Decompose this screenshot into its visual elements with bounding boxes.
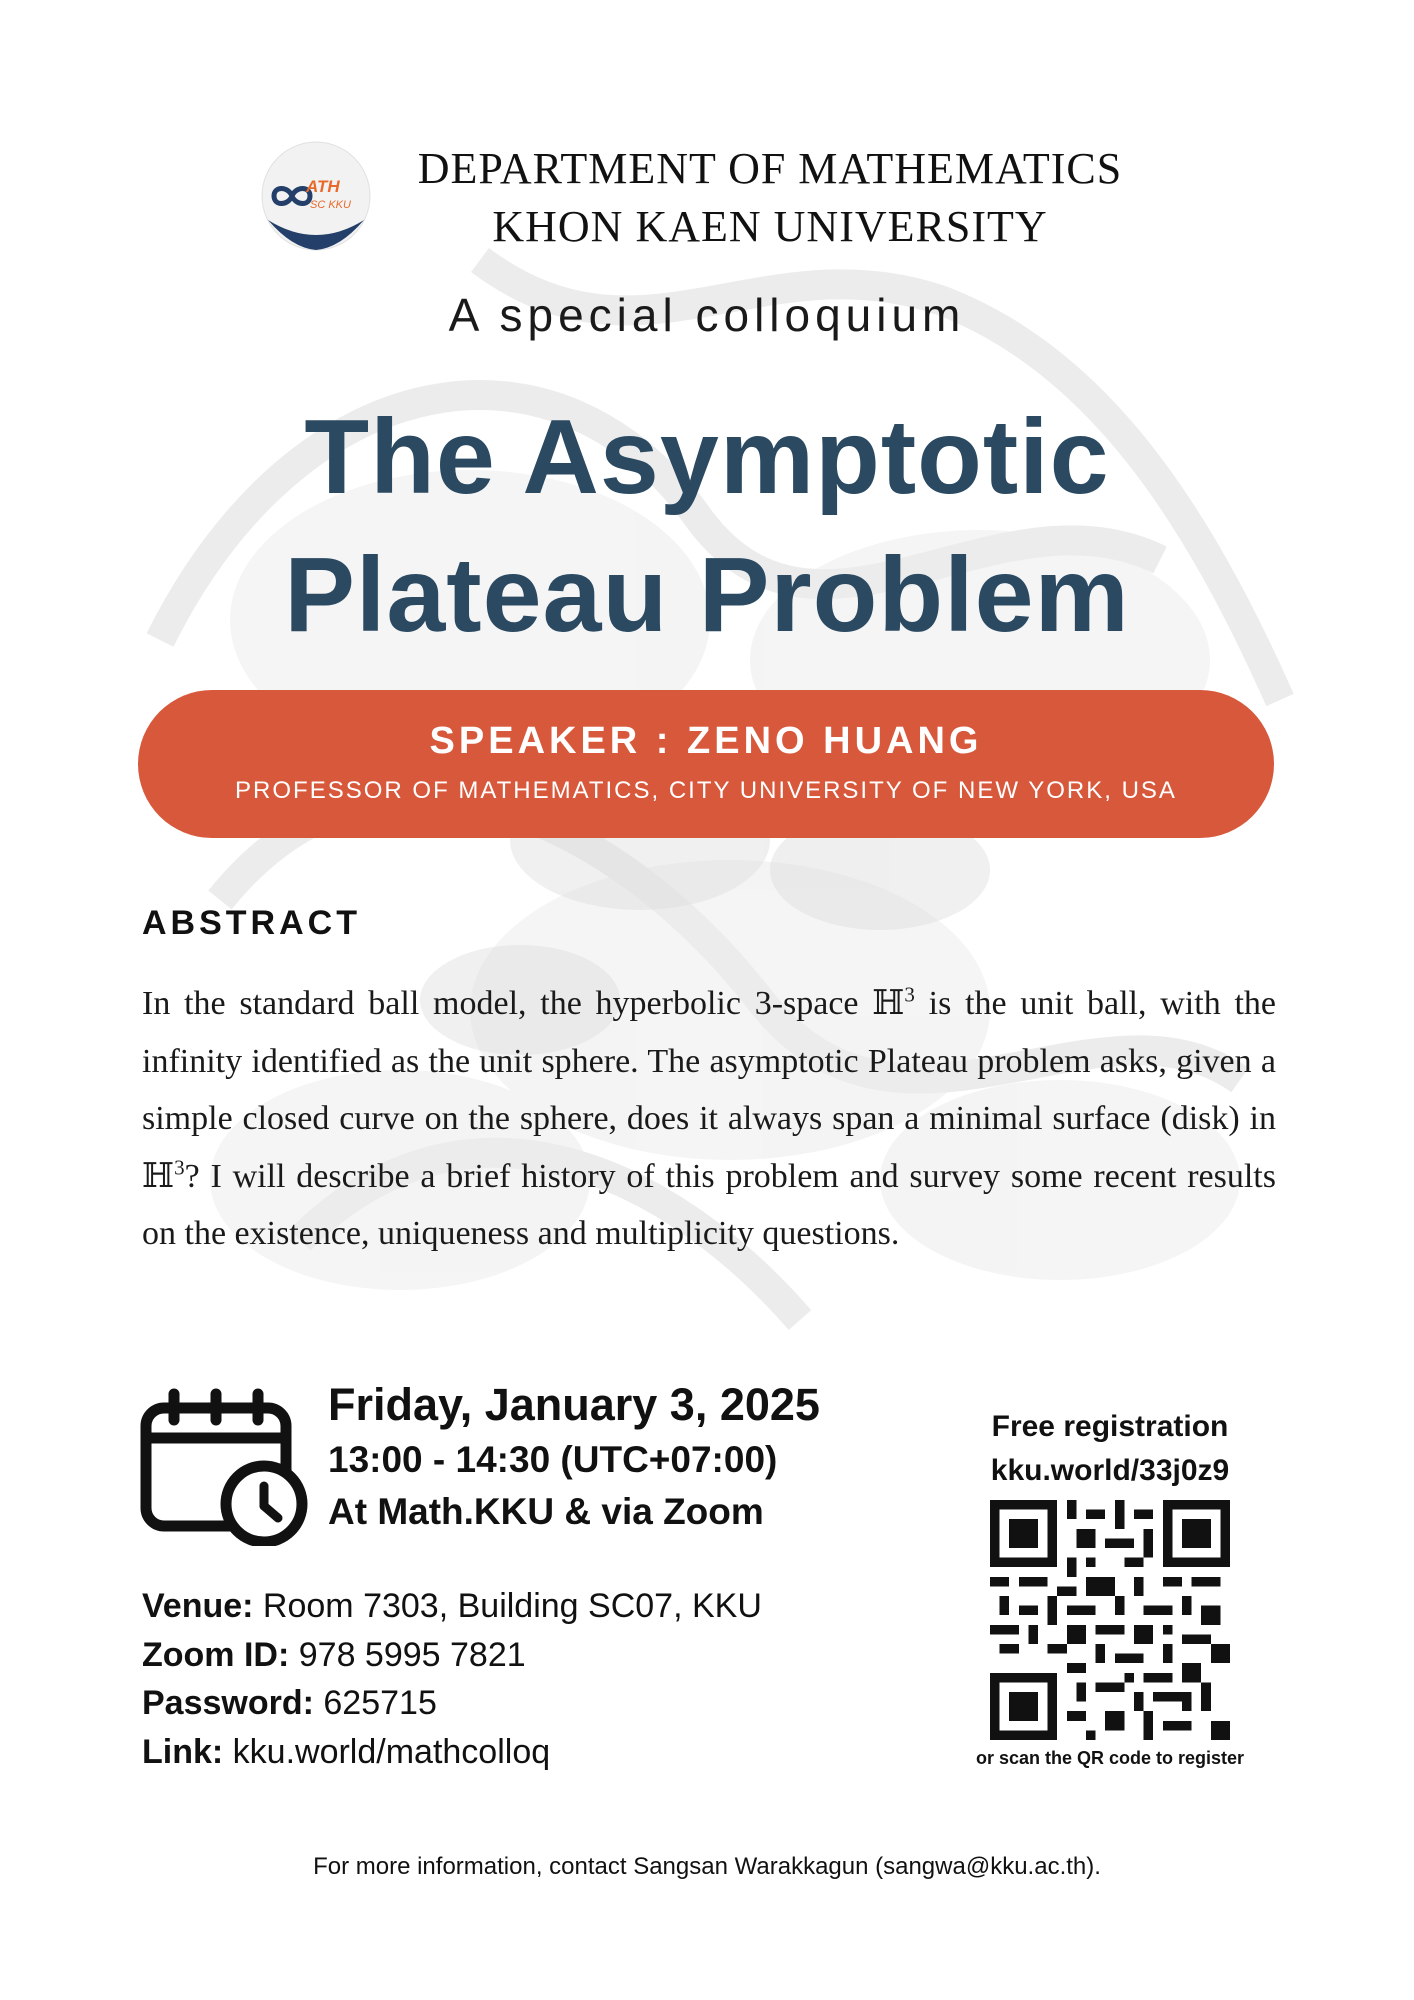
zoom-link[interactable]: kku.world/mathcolloq (223, 1732, 551, 1771)
zoom-id-label: Zoom ID: (142, 1635, 290, 1674)
talk-title-line-1: The Asymptotic (304, 398, 1110, 516)
venue-label: Venue: (142, 1587, 254, 1625)
registration-qr-code[interactable] (990, 1500, 1230, 1740)
zoom-id-row (142, 1631, 762, 1680)
event-details (142, 1582, 762, 1776)
qr-caption: or scan the QR code to register (975, 1748, 1245, 1768)
speaker-banner (138, 690, 1274, 838)
password-value: 625715 (313, 1684, 437, 1722)
contact-footer: For more information, contact Sangsan Warakkagun (sangwa@kku.ac.th). (313, 1853, 1101, 1880)
abstract-part-2: is the unit ball, with the infinity identified as the unit sphere. The asymptotic Plateau problem asks, given a simple closed curve on the sphere, does it always span a minimal surface (disk) in (142, 985, 1276, 1137)
abstract-heading: ABSTRACT (142, 904, 361, 942)
event-time: 13:00 - 14:30 (UTC+07:00) (328, 1439, 778, 1480)
abstract-part-1: In the standard ball model, the hyperbolic 3-space (142, 985, 873, 1022)
speaker-name: SPEAKER : ZENO HUANG (429, 720, 983, 762)
symbol-exponent: 3 (904, 982, 915, 1007)
talk-title (0, 388, 1414, 664)
university-line: KHON KAEN UNIVERSITY (492, 202, 1048, 251)
department-name (380, 140, 1160, 256)
registration-block (960, 1405, 1260, 1493)
zoom-id-value: 978 5995 7821 (289, 1635, 526, 1674)
event-location: At Math.KKU & via Zoom (328, 1491, 764, 1532)
hyperbolic-space-symbol: ℍ (142, 1155, 175, 1196)
department-line: DEPARTMENT OF MATHEMATICS (417, 144, 1123, 193)
link-label: Link: (142, 1732, 224, 1771)
schedule (328, 1376, 820, 1538)
password-label: Password: (142, 1684, 314, 1722)
event-series: A special colloquium (448, 289, 966, 341)
abstract-part-3: ? I will describe a brief history of this problem and survey some recent results on the existence, uniqueness and multiplicity questions. (142, 1157, 1276, 1252)
symbol-exponent: 3 (174, 1155, 185, 1180)
venue-value: Room 7303, Building SC07, KKU (253, 1587, 762, 1625)
svg-text:ATH: ATH (306, 177, 340, 196)
link-row[interactable] (142, 1728, 762, 1777)
svg-text:SC KKU: SC KKU (310, 199, 351, 211)
hyperbolic-space-symbol: ℍ (872, 983, 905, 1023)
registration-title: Free registration (991, 1410, 1229, 1443)
math-kku-logo (260, 140, 372, 252)
abstract-text (142, 975, 1276, 1263)
venue-row (142, 1582, 762, 1631)
speaker-affiliation: PROFESSOR OF MATHEMATICS, CITY UNIVERSITY OF NEW YORK, USA (235, 777, 1177, 804)
event-date: Friday, January 3, 2025 (328, 1379, 820, 1430)
talk-title-line-2: Plateau Problem (284, 536, 1130, 654)
registration-url[interactable]: kku.world/33j0z9 (990, 1454, 1230, 1487)
calendar-clock-icon (140, 1386, 310, 1546)
password-row (142, 1679, 762, 1728)
